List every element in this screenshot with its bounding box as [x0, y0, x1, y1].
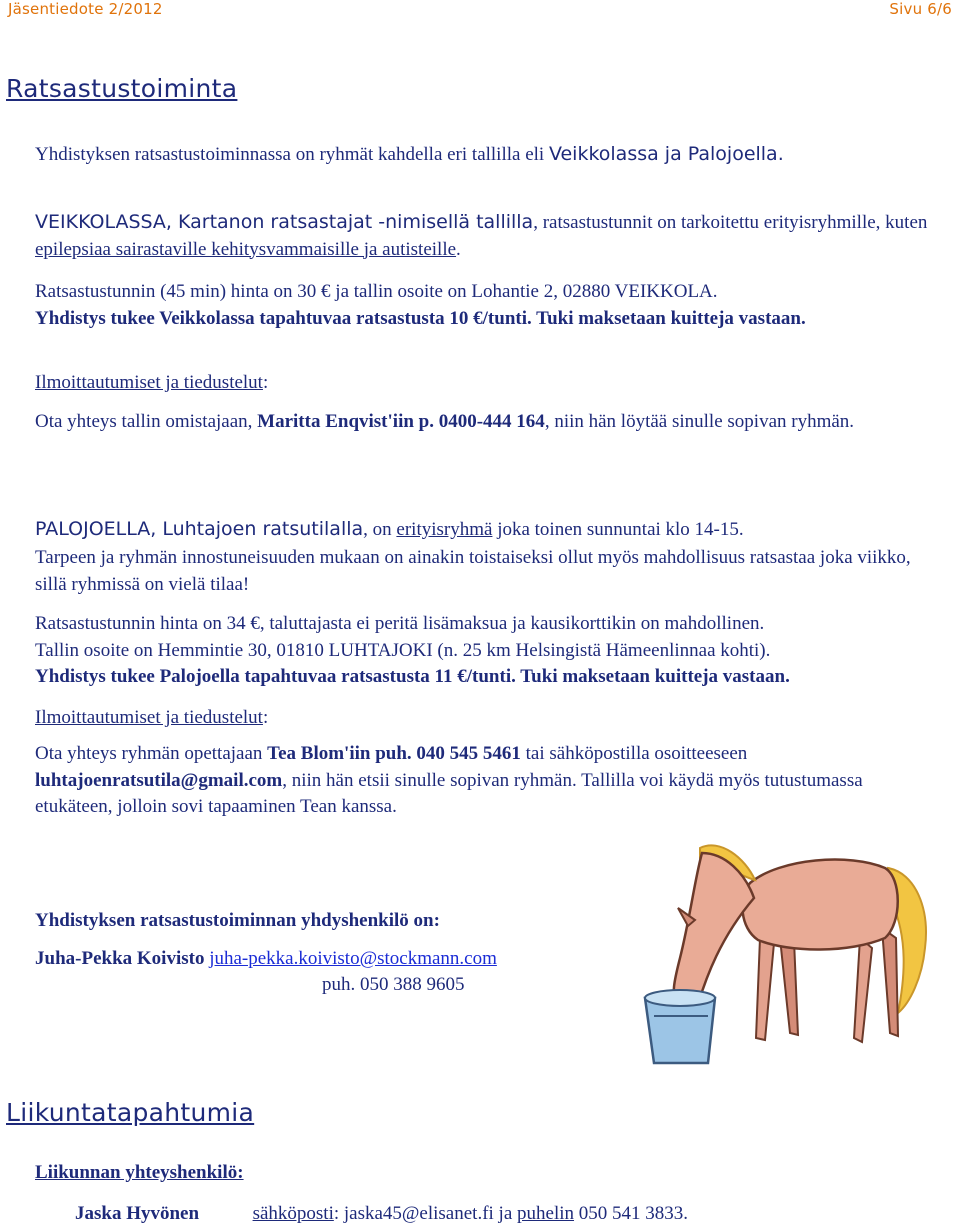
veikkola-enroll-heading: Ilmoittautumiset ja tiedustelut: [35, 372, 269, 393]
sports-contact-name: Jaska Hyvönen [75, 1203, 200, 1224]
header-right: Sivu 6/6 [889, 0, 952, 18]
veikkola-paragraph: VEIKKOLASSA, Kartanon ratsastajat -nimisellä tallilla, ratsastustunnit on tarkoitettu erityisryhmille, kuten epilepsiaa sairastaville kehitysvammaisille ja autisteille. [35, 211, 928, 260]
sports-contact-label: Liikunnan yhteyshenkilö: [35, 1162, 244, 1183]
palojoki-contact: Ota yhteys ryhmän opettajaan Tea Blom'iin puh. 040 545 5461 tai sähköpostilla osoitteeseen luhtajoenratsutila@gmail.com, niin hän etsii sinulle sopivan ryhmän. Tallilla voi käydä myös tutustumassa etukäteen, jolloin sovi tapaaminen Tean kanssa. [35, 743, 863, 817]
palojoki-price: Ratsastustunnin hinta on 34 €, taluttajasta ei peritä lisämaksua ja kausikorttikin on mahdollinen. [35, 613, 765, 634]
header-left: Jäsentiedote 2/2012 [8, 0, 163, 18]
section-title-ratsastus: Ratsastustoiminta [6, 74, 238, 103]
veikkola-target-group: epilepsiaa sairastaville kehitysvammaisille ja autisteille [35, 238, 457, 260]
intro-paragraph: Yhdistyksen ratsastustoiminnassa on ryhmät kahdella eri tallilla eli Veikkolassa ja Palojoella. [35, 143, 784, 165]
section-title-liikunta: Liikuntatapahtumia [6, 1098, 255, 1127]
palojoki-info: Tarpeen ja ryhmän innostuneisuuden mukaan on ainakin toistaiseksi ollut myös mahdollisuus ratsastaa joka viikko, sillä ryhmissä on vielä tilaa! [35, 547, 911, 595]
riding-contact-heading: Yhdistyksen ratsastustoiminnan yhdyshenkilö on: [35, 910, 440, 931]
sports-contact-line: Jaska Hyvönen sähköposti: jaska45@elisanet.fi ja puhelin 050 541 3833. [75, 1203, 689, 1224]
palojoki-paragraph: PALOJOELLA, Luhtajoen ratsutilalla, on erityisryhmä joka toinen sunnuntai klo 14-15. [35, 518, 744, 540]
veikkola-support: Yhdistys tukee Veikkolassa tapahtuvaa ratsastusta 10 €/tunti. Tuki maksetaan kuitteja vastaan. [35, 308, 806, 329]
palojoki-support: Yhdistys tukee Palojoella tapahtuvaa ratsastusta 11 €/tunti. Tuki maksetaan kuitteja vastaan. [35, 666, 790, 687]
veikkola-contact: Ota yhteys tallin omistajaan, Maritta Enqvist'iin p. 0400-444 164, niin hän löytää sinulle sopivan ryhmän. [35, 411, 855, 432]
riding-contact-phone: puh. 050 388 9605 [322, 974, 465, 995]
riding-contact-name: Juha-Pekka Koivisto [35, 948, 205, 969]
palojoki-address: Tallin osoite on Hemmintie 30, 01810 LUHTAJOKI (n. 25 km Helsingistä Hämeenlinnaa kohti). [35, 640, 771, 661]
veikkola-price: Ratsastustunnin (45 min) hinta on 30 € ja tallin osoite on Lohantie 2, 02880 VEIKKOLA. [35, 281, 718, 302]
horse-drinking-illustration [640, 828, 940, 1078]
riding-contact-email-link[interactable]: juha-pekka.koivisto@stockmann.com [209, 948, 497, 969]
palojoki-enroll-heading: Ilmoittautumiset ja tiedustelut: [35, 707, 269, 728]
